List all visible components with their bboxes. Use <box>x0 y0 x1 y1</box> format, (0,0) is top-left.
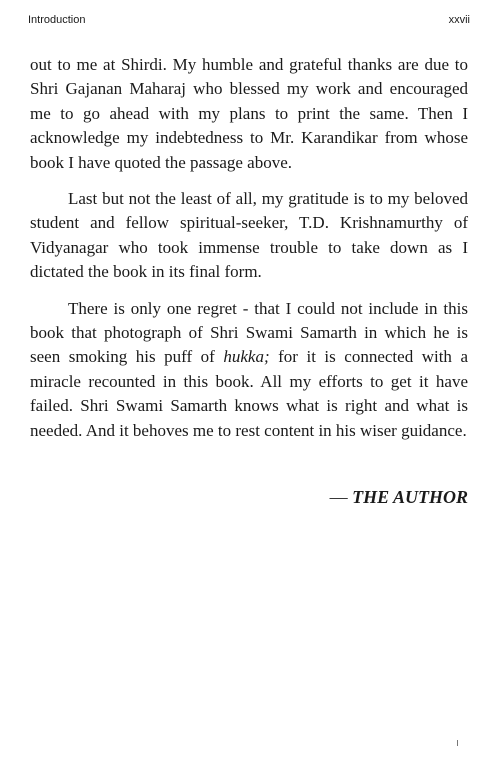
signature-dash: — <box>329 487 353 507</box>
paragraph-regret <box>30 297 468 443</box>
page-number: xxvii <box>448 14 470 26</box>
section-title: Introduction <box>28 14 86 26</box>
emphasis-hukka: hukka; <box>223 347 270 367</box>
author-signature <box>330 487 468 508</box>
print-speck <box>457 740 458 746</box>
paragraph-regret-start: There is only one regret - that I could not include in this book that photograph of Shri Swami Samarth in which he is seen smoking his puff of <box>30 298 468 367</box>
paragraph-continued: out to me at Shirdi. My humble and grateful thanks are due to Shri Gajanan Maharaj who blessed my work and encouraged me to go ahead with my plans to print the same. Then I acknowledge my indebtedness to Mr. Karandikar from whose book I have quoted the passage above. <box>30 55 468 172</box>
paragraph-regret-end: for it is connected with a miracle recounted in this book. All my efforts to get it have failed. Shri Swami Samarth knows what is right and what is needed. And it behoves me to rest content in his wiser guidance. <box>30 347 468 440</box>
signature-name: THE AUTHOR <box>352 487 468 507</box>
running-header <box>28 14 470 30</box>
paragraph-gratitude: Last but not the least of all, my gratitude is to my beloved student and fellow spiritual-seeker, T.D. Krishnamurthy of Vidyanagar who took immense trouble to take down as I dictated the book in its final form. <box>30 189 468 282</box>
body-text <box>30 53 468 455</box>
